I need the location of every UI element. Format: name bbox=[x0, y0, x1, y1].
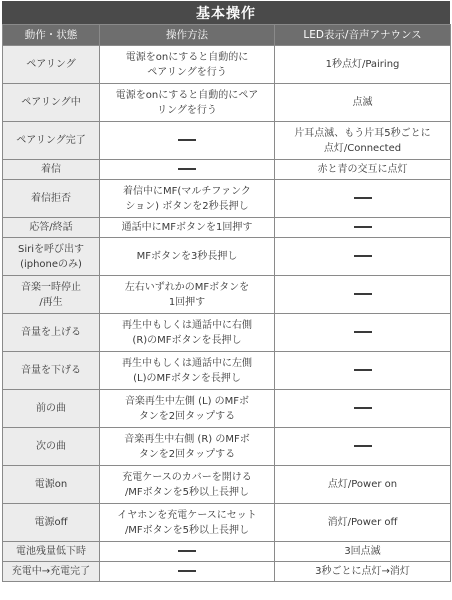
table-row bbox=[3, 504, 451, 542]
led-cell bbox=[275, 314, 451, 352]
column-header-action: 動作・状態 bbox=[3, 25, 100, 46]
action-cell: Siriを呼び出す (iphoneのみ) bbox=[3, 238, 100, 276]
action-cell: ペアリング bbox=[3, 46, 100, 84]
table-row bbox=[3, 314, 451, 352]
method-cell bbox=[100, 160, 275, 180]
table-row bbox=[3, 276, 451, 314]
table-row bbox=[3, 122, 451, 160]
led-cell: 片耳点滅、もう片耳5秒ごとに 点灯/Connected bbox=[275, 122, 451, 160]
method-cell: 電源をonにすると自動的に ペアリングを行う bbox=[100, 46, 275, 84]
method-cell: 再生中もしくは通話中に右側 (R)のMFボタンを長押し bbox=[100, 314, 275, 352]
table-row bbox=[3, 218, 451, 238]
action-cell: 着信 bbox=[3, 160, 100, 180]
led-cell bbox=[275, 428, 451, 466]
dash-mark bbox=[354, 293, 372, 295]
led-cell bbox=[275, 352, 451, 390]
table-row bbox=[3, 390, 451, 428]
method-cell: MFボタンを3秒長押し bbox=[100, 238, 275, 276]
method-cell: 再生中もしくは通話中に左側 (L)のMFボタンを長押し bbox=[100, 352, 275, 390]
dash-mark bbox=[354, 445, 372, 447]
table-row bbox=[3, 180, 451, 218]
action-cell: 応答/終話 bbox=[3, 218, 100, 238]
action-cell: 音量を下げる bbox=[3, 352, 100, 390]
table-row bbox=[3, 46, 451, 84]
method-cell: イヤホンを充電ケースにセット /MFボタンを5秒以上長押し bbox=[100, 504, 275, 542]
led-cell bbox=[275, 180, 451, 218]
led-cell: 1秒点灯/Pairing bbox=[275, 46, 451, 84]
table-row bbox=[3, 428, 451, 466]
header-row bbox=[3, 25, 451, 46]
table-row bbox=[3, 352, 451, 390]
led-cell: 赤と青の交互に点灯 bbox=[275, 160, 451, 180]
dash-mark bbox=[354, 407, 372, 409]
method-cell bbox=[100, 122, 275, 160]
column-header-method: 操作方法 bbox=[100, 25, 275, 46]
operations-table bbox=[2, 24, 451, 582]
table-row bbox=[3, 238, 451, 276]
action-cell: 次の曲 bbox=[3, 428, 100, 466]
column-header-led: LED表示/音声アナウンス bbox=[275, 25, 451, 46]
led-cell: 3回点滅 bbox=[275, 542, 451, 562]
action-cell: ペアリング完了 bbox=[3, 122, 100, 160]
table-row bbox=[3, 84, 451, 122]
led-cell bbox=[275, 238, 451, 276]
led-cell bbox=[275, 276, 451, 314]
dash-mark bbox=[354, 255, 372, 257]
method-cell: 左右いずれかのMFボタンを 1回押す bbox=[100, 276, 275, 314]
sheet-title: 基本操作 bbox=[2, 1, 450, 24]
dash-mark bbox=[178, 168, 196, 170]
action-cell: 電源off bbox=[3, 504, 100, 542]
action-cell: 電源on bbox=[3, 466, 100, 504]
dash-mark bbox=[178, 550, 196, 552]
method-cell: 着信中にMF(マルチファンク ション) ボタンを2秒長押し bbox=[100, 180, 275, 218]
method-cell: 通話中にMFボタンを1回押す bbox=[100, 218, 275, 238]
dash-mark bbox=[354, 331, 372, 333]
action-cell: ペアリング中 bbox=[3, 84, 100, 122]
action-cell: 音楽一時停止 /再生 bbox=[3, 276, 100, 314]
dash-mark bbox=[354, 197, 372, 199]
led-cell: 消灯/Power off bbox=[275, 504, 451, 542]
method-cell: 電源をonにすると自動的にペア リングを行う bbox=[100, 84, 275, 122]
table-row bbox=[3, 160, 451, 180]
method-cell bbox=[100, 542, 275, 562]
action-cell: 充電中→充電完了 bbox=[3, 562, 100, 582]
action-cell: 前の曲 bbox=[3, 390, 100, 428]
method-cell: 音楽再生中左側 (L) のMFボ タンを2回タップする bbox=[100, 390, 275, 428]
table-row bbox=[3, 466, 451, 504]
action-cell: 電池残量低下時 bbox=[3, 542, 100, 562]
dash-mark bbox=[178, 139, 196, 141]
led-cell: 点灯/Power on bbox=[275, 466, 451, 504]
led-cell: 3秒ごとに点灯→消灯 bbox=[275, 562, 451, 582]
method-cell: 充電ケースのカバーを開ける /MFボタンを5秒以上長押し bbox=[100, 466, 275, 504]
led-cell: 点滅 bbox=[275, 84, 451, 122]
dash-mark bbox=[178, 570, 196, 572]
table-row bbox=[3, 542, 451, 562]
method-cell: 音楽再生中右側 (R) のMFボ タンを2回タップする bbox=[100, 428, 275, 466]
led-cell bbox=[275, 218, 451, 238]
dash-mark bbox=[354, 369, 372, 371]
action-cell: 着信拒否 bbox=[3, 180, 100, 218]
method-cell bbox=[100, 562, 275, 582]
dash-mark bbox=[354, 226, 372, 228]
led-cell bbox=[275, 390, 451, 428]
action-cell: 音量を上げる bbox=[3, 314, 100, 352]
table-row bbox=[3, 562, 451, 582]
